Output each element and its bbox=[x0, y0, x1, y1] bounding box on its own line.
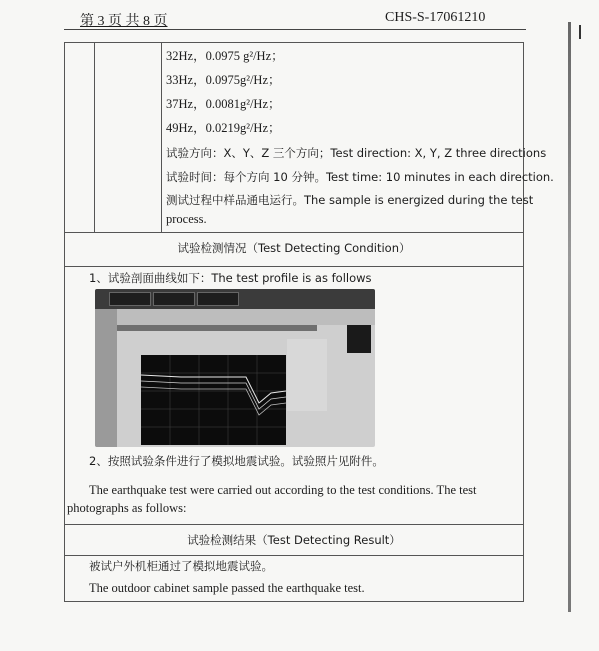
condition-paragraph-line: photographs as follows: bbox=[67, 501, 187, 515]
spec-line: 32Hz，0.0975 g²/Hz； bbox=[166, 49, 284, 63]
column-divider bbox=[94, 43, 95, 232]
report-table bbox=[64, 42, 554, 602]
legend-panel bbox=[287, 339, 327, 411]
row-divider bbox=[65, 232, 523, 233]
spec-line: 测试过程中样品通电运行。The sample is energized during the test bbox=[166, 193, 534, 207]
test-profile-photo bbox=[95, 289, 375, 447]
section-heading-result: 试验检测结果（Test Detecting Result） bbox=[187, 533, 401, 547]
spec-line: 试验时间：每个方向 10 分钟。Test time: 10 minutes in each direction. bbox=[166, 170, 554, 184]
row-divider bbox=[65, 266, 523, 267]
page-edge-mark bbox=[579, 25, 581, 39]
condition-item-2: 2、按照试验条件进行了模拟地震试验。试验照片见附件。 bbox=[89, 454, 384, 468]
spec-line: 37Hz，0.0081g²/Hz； bbox=[166, 97, 281, 111]
report-number: CHS-S-17061210 bbox=[385, 10, 486, 25]
result-line-en: The outdoor cabinet sample passed the earthquake test. bbox=[89, 581, 365, 595]
column-divider bbox=[161, 43, 162, 232]
result-line-cn: 被试户外机柜通过了模拟地震试验。 bbox=[89, 559, 273, 573]
page-edge-line bbox=[568, 22, 571, 612]
spec-line: 试验方向：X、Y、Z 三个方向；Test direction: X, Y, Z three directions bbox=[166, 146, 547, 160]
row-divider bbox=[65, 555, 523, 556]
row-divider bbox=[65, 524, 523, 525]
section-heading-condition: 试验检测情况（Test Detecting Condition） bbox=[177, 241, 411, 255]
page-indicator: 第 3 页 共 8 页 bbox=[80, 14, 168, 29]
spectrum-plot bbox=[141, 355, 286, 445]
spec-line: 49Hz，0.0219g²/Hz； bbox=[166, 121, 281, 135]
condition-paragraph-line: The earthquake test were carried out according to the test conditions. The test bbox=[89, 483, 477, 497]
spec-line: process. bbox=[166, 212, 207, 226]
spec-line: 33Hz，0.0975g²/Hz； bbox=[166, 73, 281, 87]
header-rule bbox=[64, 29, 526, 30]
condition-item-1: 1、试验剖面曲线如下：The test profile is as follows bbox=[89, 271, 372, 285]
